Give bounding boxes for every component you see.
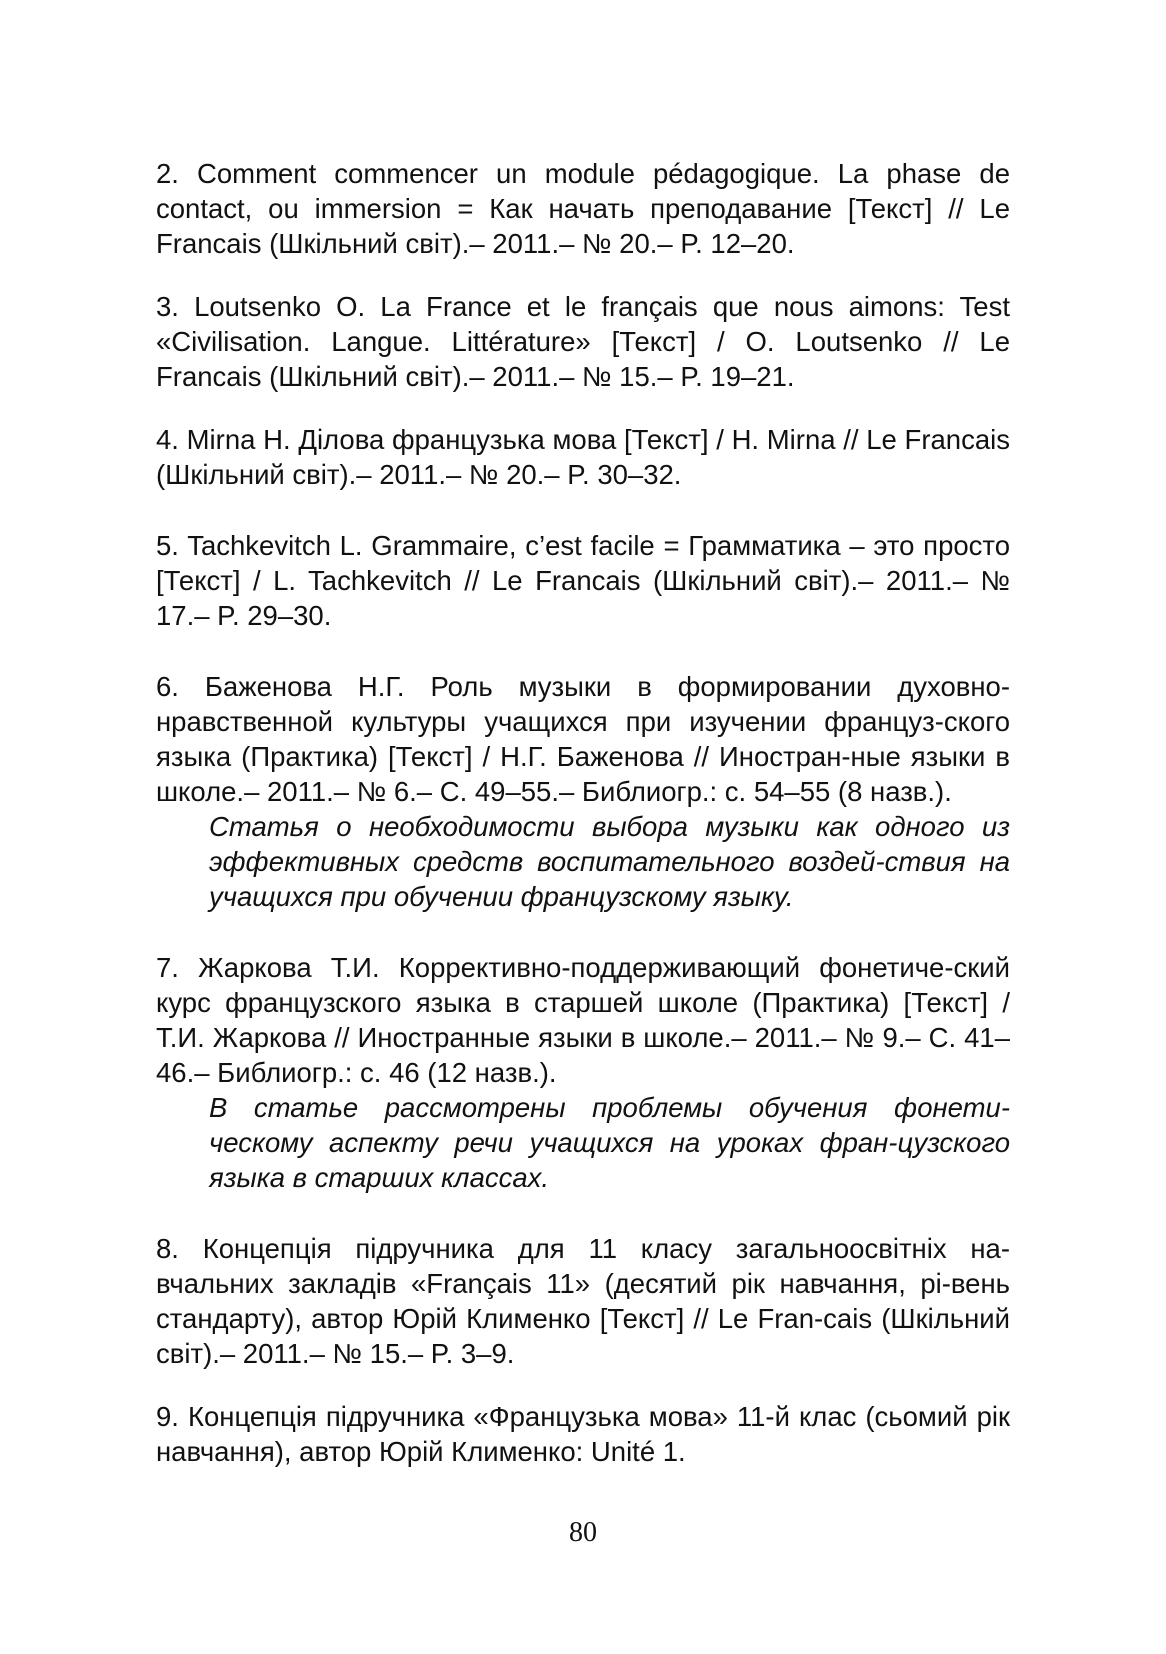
bibliography-entry-9: 9. Концепція підручника «Французька мова» 11-й клас (сьомий рік навчання), автор Юрій Клименко: Unité 1. <box>156 1401 1010 1467</box>
bibliography-list <box>156 156 1010 1469</box>
bibliography-entry-2: 2. Comment commencer un module pédagogique. La phase de contact, ou immersion = Как начать преподавание [Текст] // Le Francais (Шкільний світ).– 2011.– № 20.– P. 12–20. <box>156 158 1010 259</box>
bibliography-entry-5: 5. Tachkevitch L. Grammaire, c’est facile = Грамматика – это просто [Текст] / L. Tachkevitch // Le Francais (Шкільний світ).– 2011.– № 17.– P. 29–30. <box>156 530 1010 631</box>
bibliography-entry-6: 6. Баженова Н.Г. Роль музыки в формировании духовно-нравственной культуры учащихся при изучении француз-ского языка (Практика) [Текст] / Н.Г. Баженова // Иностран-ные языки в школе.– 2011.– № 6.– С. 49–55.– Библиогр.: с. 54–55 (8 назв.). <box>156 671 1010 807</box>
bibliography-entry-4: 4. Mirna H. Ділова французька мова [Текст] / H. Mirna // Le Francais (Шкільний світ).– 2011.– № 20.– P. 30–32. <box>156 424 1010 490</box>
entry-7-annotation: В статье рассмотрены проблемы обучения фонети-ческому аспекту речи учащихся на уроках фран-цузского языка в старших классах. <box>209 1092 1010 1193</box>
bibliography-entry-8: 8. Концепція підручника для 11 класу загальноосвітніх на-вчальних закладів «Français 11» (десятий рік навчання, рі-вень стандарту), автор Юрій Клименко [Текст] // Le Fran-cais (Шкільний світ).– 2011.– № 15.– P. 3–9. <box>156 1233 1010 1369</box>
entry-6-annotation: Статья о необходимости выбора музыки как одного из эффективных средств воспитательного воздей-ствия на учащихся при обучении французскому языку. <box>209 811 1010 912</box>
bibliography-entry-3: 3. Loutsenko O. La France et le français que nous aimons: Test «Civilisation. Langue. Littérature» [Текст] / O. Loutsenko // Le Francais (Шкільний світ).– 2011.– № 15.– P. 19–21. <box>156 291 1010 392</box>
bibliography-entry-7: 7. Жаркова Т.И. Коррективно-поддерживающий фонетиче-ский курс французского языка в старшей школе (Практика) [Текст] / Т.И. Жаркова // Иностранные языки в школе.– 2011.– № 9.– С. 41–46.– Библиогр.: с. 46 (12 назв.). <box>156 952 1010 1088</box>
page-number: 80 <box>569 1517 597 1548</box>
